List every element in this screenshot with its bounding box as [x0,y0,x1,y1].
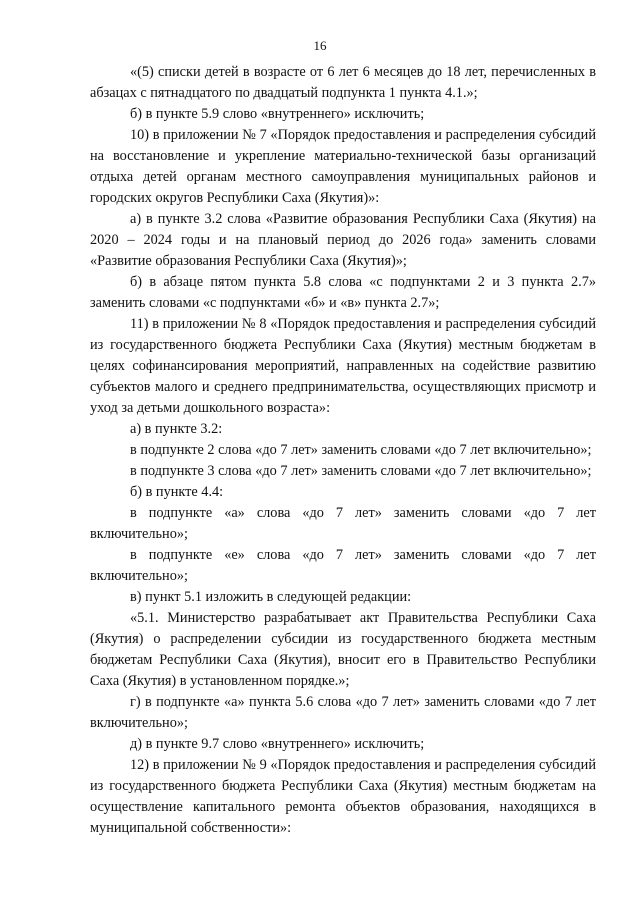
paragraph-8: в подпункте 2 слова «до 7 лет» заменить словами «до 7 лет включительно»; [130,442,592,458]
paragraph-9: в подпункте 3 слова «до 7 лет» заменить словами «до 7 лет включительно»; [130,463,592,479]
page-number: 16 [313,38,327,53]
paragraph-10: б) в пункте 4.4: [130,484,224,500]
paragraph-2: б) в пункте 5.9 слово «внутреннего» исключить; [130,106,425,122]
paragraph-16: д) в пункте 9.7 слово «внутреннего» исключить; [130,736,425,752]
paragraph-3: 10) в приложении № 7 «Порядок предоставления и распределения субсидий на восстановление и укрепление материально-технической базы организаций отдыха детей органам местного самоуправления муниципальных районов и городских округов Республики Саха (Якутия)»: [90,127,596,206]
paragraph-17: 12) в приложении № 9 «Порядок предоставления и распределения субсидий из государственного бюджета Республики Саха (Якутия) местным бюджетам на осуществление капитального ремонта объектов образования, находящихся в муниципальной собственности»: [90,757,596,836]
paragraph-4: а) в пункте 3.2 слова «Развитие образования Республики Саха (Якутия) на 2020 – 2024 годы и на плановый период до 2026 года» заменить словами «Развитие образования Республики Саха (Якутия)»; [90,211,596,269]
paragraph-11: в подпункте «а» слова «до 7 лет» заменить словами «до 7 лет включительно»; [90,505,596,542]
paragraph-13: в) пункт 5.1 изложить в следующей редакции: [130,589,412,605]
paragraph-1: «(5) списки детей в возрасте от 6 лет 6 месяцев до 18 лет, перечисленных в абзацах с пятнадцатого по двадцатый подпункта 1 пункта 4.1.»; [90,64,596,101]
paragraph-15: г) в подпункте «а» пункта 5.6 слова «до 7 лет» заменить словами «до 7 лет включительно»; [90,694,596,731]
document-body [90,62,596,839]
paragraph-6: 11) в приложении № 8 «Порядок предоставления и распределения субсидий из государственного бюджета Республики Саха (Якутия) местным бюджетам в целях софинансирования мероприятий, направленных на содействие развитию субъектов малого и среднего предпринимательства, осуществляющих присмотр и уход за детьми дошкольного возраста»: [90,316,596,416]
paragraph-12: в подпункте «е» слова «до 7 лет» заменить словами «до 7 лет включительно»; [90,547,596,584]
paragraph-5: б) в абзаце пятом пункта 5.8 слова «с подпунктами 2 и 3 пункта 2.7» заменить словами «с подпунктами «б» и «в» пункта 2.7»; [90,274,596,311]
paragraph-14: «5.1. Министерство разрабатывает акт Правительства Республики Саха (Якутия) о распределении субсидии из государственного бюджета местным бюджетам Республики Саха (Якутия), вносит его в Правительство Республики Саха (Якутия) в установленном порядке.»; [90,610,596,689]
paragraph-7: а) в пункте 3.2: [130,421,223,437]
